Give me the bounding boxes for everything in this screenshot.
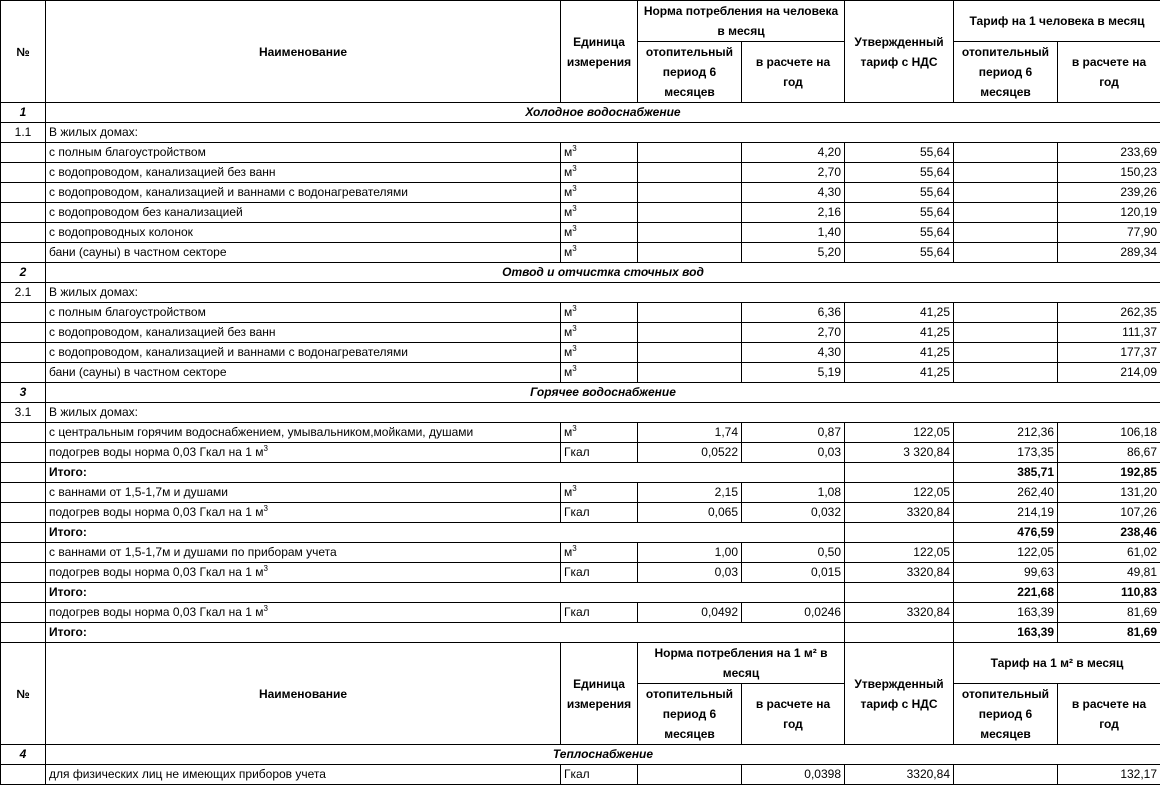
number-cell <box>1 203 46 223</box>
unit-cell: $м^3$ <box>561 323 638 343</box>
total-row <box>1 463 1160 483</box>
norm-year-cell: 4,30 <box>742 343 845 363</box>
number-cell <box>1 143 46 163</box>
col-per-person: Тариф на 1 человека в месяц <box>954 1 1160 42</box>
empty-cell <box>845 583 954 603</box>
number-cell <box>1 163 46 183</box>
number-cell <box>1 523 46 543</box>
tariff-cell: 3320,84 <box>845 563 954 583</box>
norm-heat-cell: 1,00 <box>638 543 742 563</box>
number-cell <box>1 463 46 483</box>
total-label: Итого: <box>46 523 845 543</box>
per-heat-cell: 214,19 <box>954 503 1058 523</box>
norm-heat-cell <box>638 223 742 243</box>
section-title: Теплоснабжение <box>46 745 1160 765</box>
number-cell <box>1 303 46 323</box>
number-cell <box>1 323 46 343</box>
norm-heat-cell <box>638 183 742 203</box>
unit-cell: $м^3$ <box>561 543 638 563</box>
unit-cell: Гкал <box>561 765 638 785</box>
col-norm-year: в расчете на год <box>742 42 845 103</box>
unit-cell: $м^3$ <box>561 143 638 163</box>
norm-heat-cell <box>638 765 742 785</box>
section-number: 1 <box>1 103 46 123</box>
table-row <box>1 143 1160 163</box>
section-title: Горячее водоснабжение <box>46 383 1160 403</box>
name-cell: с полным благоустройством <box>46 143 561 163</box>
subsection-row <box>1 123 1160 143</box>
table-row <box>1 603 1160 623</box>
unit-cell: $м^3$ <box>561 243 638 263</box>
tariff-cell: 55,64 <box>845 143 954 163</box>
per-heat-cell <box>954 243 1058 263</box>
col-tariff: Утвержденный тариф с НДС <box>845 643 954 745</box>
total-year: 238,46 <box>1058 523 1160 543</box>
norm-year-cell: 2,70 <box>742 163 845 183</box>
table-row <box>1 163 1160 183</box>
empty-cell <box>845 523 954 543</box>
norm-heat-cell <box>638 323 742 343</box>
col-name: Наименование <box>46 1 561 103</box>
section-title: Отвод и отчистка сточных вод <box>46 263 1160 283</box>
name-cell: с водопроводом, канализацией без ванн <box>46 323 561 343</box>
unit-cell: $м^3$ <box>561 483 638 503</box>
per-heat-cell <box>954 223 1058 243</box>
unit-cell: $м^3$ <box>561 363 638 383</box>
norm-heat-cell <box>638 303 742 323</box>
total-heat: 385,71 <box>954 463 1058 483</box>
per-year-cell: 111,37 <box>1058 323 1160 343</box>
total-label: Итого: <box>46 583 845 603</box>
number-cell <box>1 223 46 243</box>
header-row <box>1 643 1160 684</box>
col-norm-heat: отопительный период 6 месяцев <box>638 42 742 103</box>
subsection-title: В жилых домах: <box>46 403 1160 423</box>
name-cell: подогрев воды норма 0,03 Гкал на 1 $м^3$ <box>46 503 561 523</box>
per-year-cell: 233,69 <box>1058 143 1160 163</box>
per-year-cell: 61,02 <box>1058 543 1160 563</box>
tariff-cell: 3320,84 <box>845 503 954 523</box>
col-unit: Единица измерения <box>561 1 638 103</box>
per-year-cell: 150,23 <box>1058 163 1160 183</box>
table-row <box>1 243 1160 263</box>
per-year-cell: 49,81 <box>1058 563 1160 583</box>
norm-year-cell: 5,20 <box>742 243 845 263</box>
col-per-m2: Тариф на 1 м² в месяц <box>954 643 1160 684</box>
per-heat-cell <box>954 163 1058 183</box>
name-cell: с центральным горячим водоснабжением, умывальником,мойками, душами <box>46 423 561 443</box>
table-row <box>1 183 1160 203</box>
norm-year-cell: 1,08 <box>742 483 845 503</box>
norm-year-cell: 0,032 <box>742 503 845 523</box>
unit-cell: $м^3$ <box>561 183 638 203</box>
norm-year-cell: 4,20 <box>742 143 845 163</box>
table-row <box>1 303 1160 323</box>
name-cell: подогрев воды норма 0,03 Гкал на 1 $м^3$ <box>46 443 561 463</box>
per-heat-cell <box>954 363 1058 383</box>
tariff-cell: 55,64 <box>845 243 954 263</box>
unit-cell: Гкал <box>561 503 638 523</box>
norm-heat-cell <box>638 363 742 383</box>
unit-cell: Гкал <box>561 443 638 463</box>
col-norm-heat: отопительный период 6 месяцев <box>638 684 742 745</box>
per-heat-cell <box>954 203 1058 223</box>
col-per-year: в расчете на год <box>1058 42 1160 103</box>
unit-cell: Гкал <box>561 603 638 623</box>
norm-heat-cell <box>638 203 742 223</box>
empty-cell <box>845 623 954 643</box>
total-year: 192,85 <box>1058 463 1160 483</box>
per-heat-cell: 122,05 <box>954 543 1058 563</box>
per-heat-cell <box>954 303 1058 323</box>
number-cell <box>1 343 46 363</box>
total-heat: 476,59 <box>954 523 1058 543</box>
subsection-number: 3.1 <box>1 403 46 423</box>
tariff-cell: 41,25 <box>845 323 954 343</box>
per-heat-cell <box>954 323 1058 343</box>
number-cell <box>1 503 46 523</box>
table-row <box>1 483 1160 503</box>
unit-cell: $м^3$ <box>561 203 638 223</box>
norm-year-cell: 0,50 <box>742 543 845 563</box>
per-year-cell: 81,69 <box>1058 603 1160 623</box>
name-cell: с ваннами от 1,5-1,7м и душами <box>46 483 561 503</box>
per-heat-cell: 99,63 <box>954 563 1058 583</box>
name-cell: с водопроводом, канализацией и ваннами с водонагревателями <box>46 183 561 203</box>
number-cell <box>1 183 46 203</box>
subsection-number: 1.1 <box>1 123 46 143</box>
total-year: 81,69 <box>1058 623 1160 643</box>
norm-year-cell: 0,03 <box>742 443 845 463</box>
total-label: Итого: <box>46 623 845 643</box>
col-norm: Норма потребления на человека в месяц <box>638 1 845 42</box>
per-year-cell: 239,26 <box>1058 183 1160 203</box>
number-cell <box>1 603 46 623</box>
col-per-heat: отопительный период 6 месяцев <box>954 42 1058 103</box>
name-cell: бани (сауны) в частном секторе <box>46 363 561 383</box>
norm-heat-cell: 0,0522 <box>638 443 742 463</box>
unit-cell: $м^3$ <box>561 163 638 183</box>
name-cell: с водопроводом, канализацией без ванн <box>46 163 561 183</box>
unit-cell: $м^3$ <box>561 223 638 243</box>
subsection-number: 2.1 <box>1 283 46 303</box>
norm-heat-cell <box>638 343 742 363</box>
norm-year-cell: 2,70 <box>742 323 845 343</box>
name-cell: бани (сауны) в частном секторе <box>46 243 561 263</box>
table-row <box>1 543 1160 563</box>
norm-heat-cell <box>638 163 742 183</box>
name-cell: для физических лиц не имеющих приборов учета <box>46 765 561 785</box>
per-year-cell: 106,18 <box>1058 423 1160 443</box>
per-year-cell: 77,90 <box>1058 223 1160 243</box>
norm-year-cell: 1,40 <box>742 223 845 243</box>
number-cell <box>1 563 46 583</box>
tariff-cell: 55,64 <box>845 223 954 243</box>
per-heat-cell <box>954 143 1058 163</box>
per-year-cell: 289,34 <box>1058 243 1160 263</box>
name-cell: с водопроводом, канализацией и ваннами с водонагревателями <box>46 343 561 363</box>
table-row <box>1 323 1160 343</box>
col-per-heat: отопительный период 6 месяцев <box>954 684 1058 745</box>
section-row <box>1 263 1160 283</box>
number-cell <box>1 543 46 563</box>
total-label: Итого: <box>46 463 845 483</box>
section-number: 4 <box>1 745 46 765</box>
table-row <box>1 563 1160 583</box>
name-cell: с водопроводом без канализацией <box>46 203 561 223</box>
name-cell: с полным благоустройством <box>46 303 561 323</box>
tariff-cell: 3320,84 <box>845 603 954 623</box>
per-heat-cell <box>954 343 1058 363</box>
tariff-cell: 55,64 <box>845 203 954 223</box>
table-row <box>1 443 1160 463</box>
norm-heat-cell: 2,15 <box>638 483 742 503</box>
subsection-title: В жилых домах: <box>46 123 1160 143</box>
number-cell <box>1 243 46 263</box>
total-row <box>1 583 1160 603</box>
tariff-cell: 3 320,84 <box>845 443 954 463</box>
tariff-cell: 122,05 <box>845 483 954 503</box>
unit-cell: $м^3$ <box>561 343 638 363</box>
norm-heat-cell: 0,03 <box>638 563 742 583</box>
norm-year-cell: 0,0398 <box>742 765 845 785</box>
total-heat: 221,68 <box>954 583 1058 603</box>
table-row <box>1 503 1160 523</box>
tariff-cell: 122,05 <box>845 423 954 443</box>
unit-cell: $м^3$ <box>561 423 638 443</box>
norm-year-cell: 0,015 <box>742 563 845 583</box>
section-number: 3 <box>1 383 46 403</box>
table-row <box>1 203 1160 223</box>
number-cell <box>1 423 46 443</box>
tariff-cell: 41,25 <box>845 343 954 363</box>
per-heat-cell: 262,40 <box>954 483 1058 503</box>
number-cell <box>1 443 46 463</box>
total-year: 110,83 <box>1058 583 1160 603</box>
total-heat: 163,39 <box>954 623 1058 643</box>
number-cell <box>1 583 46 603</box>
number-cell <box>1 765 46 785</box>
col-number: № <box>1 643 46 745</box>
per-heat-cell: 173,35 <box>954 443 1058 463</box>
col-norm: Норма потребления на 1 м² в месяц <box>638 643 845 684</box>
col-name: Наименование <box>46 643 561 745</box>
header-row <box>1 1 1160 42</box>
norm-year-cell: 0,0246 <box>742 603 845 623</box>
per-heat-cell: 163,39 <box>954 603 1058 623</box>
norm-year-cell: 5,19 <box>742 363 845 383</box>
table-row <box>1 223 1160 243</box>
norm-year-cell: 4,30 <box>742 183 845 203</box>
tariff-cell: 55,64 <box>845 163 954 183</box>
col-number: № <box>1 1 46 103</box>
table-row <box>1 343 1160 363</box>
empty-cell <box>845 463 954 483</box>
col-tariff: Утвержденный тариф с НДС <box>845 1 954 103</box>
total-row <box>1 623 1160 643</box>
table-row <box>1 423 1160 443</box>
tariff-cell: 55,64 <box>845 183 954 203</box>
total-row <box>1 523 1160 543</box>
subsection-row <box>1 283 1160 303</box>
per-year-cell: 262,35 <box>1058 303 1160 323</box>
per-year-cell: 120,19 <box>1058 203 1160 223</box>
per-year-cell: 214,09 <box>1058 363 1160 383</box>
number-cell <box>1 483 46 503</box>
tariff-cell: 122,05 <box>845 543 954 563</box>
per-year-cell: 107,26 <box>1058 503 1160 523</box>
per-heat-cell <box>954 765 1058 785</box>
norm-heat-cell: 0,0492 <box>638 603 742 623</box>
col-unit: Единица измерения <box>561 643 638 745</box>
section-number: 2 <box>1 263 46 283</box>
per-heat-cell <box>954 183 1058 203</box>
norm-year-cell: 2,16 <box>742 203 845 223</box>
per-year-cell: 132,17 <box>1058 765 1160 785</box>
section-row <box>1 103 1160 123</box>
table-row <box>1 765 1160 785</box>
tariff-cell: 3320,84 <box>845 765 954 785</box>
number-cell <box>1 623 46 643</box>
section-title: Холодное водоснабжение <box>46 103 1160 123</box>
col-per-year: в расчете на год <box>1058 684 1160 745</box>
section-row <box>1 745 1160 765</box>
norm-year-cell: 0,87 <box>742 423 845 443</box>
name-cell: с водопроводных колонок <box>46 223 561 243</box>
number-cell <box>1 363 46 383</box>
subsection-title: В жилых домах: <box>46 283 1160 303</box>
norm-year-cell: 6,36 <box>742 303 845 323</box>
per-heat-cell: 212,36 <box>954 423 1058 443</box>
per-year-cell: 131,20 <box>1058 483 1160 503</box>
norm-heat-cell: 0,065 <box>638 503 742 523</box>
norm-heat-cell: 1,74 <box>638 423 742 443</box>
name-cell: подогрев воды норма 0,03 Гкал на 1 $м^3$ <box>46 603 561 623</box>
tariff-cell: 41,25 <box>845 303 954 323</box>
col-norm-year: в расчете на год <box>742 684 845 745</box>
subsection-row <box>1 403 1160 423</box>
per-year-cell: 86,67 <box>1058 443 1160 463</box>
table-row <box>1 363 1160 383</box>
tariff-cell: 41,25 <box>845 363 954 383</box>
name-cell: подогрев воды норма 0,03 Гкал на 1 $м^3$ <box>46 563 561 583</box>
unit-cell: $м^3$ <box>561 303 638 323</box>
name-cell: с ваннами от 1,5-1,7м и душами по приборам учета <box>46 543 561 563</box>
norm-heat-cell <box>638 143 742 163</box>
unit-cell: Гкал <box>561 563 638 583</box>
section-row <box>1 383 1160 403</box>
norm-heat-cell <box>638 243 742 263</box>
per-year-cell: 177,37 <box>1058 343 1160 363</box>
